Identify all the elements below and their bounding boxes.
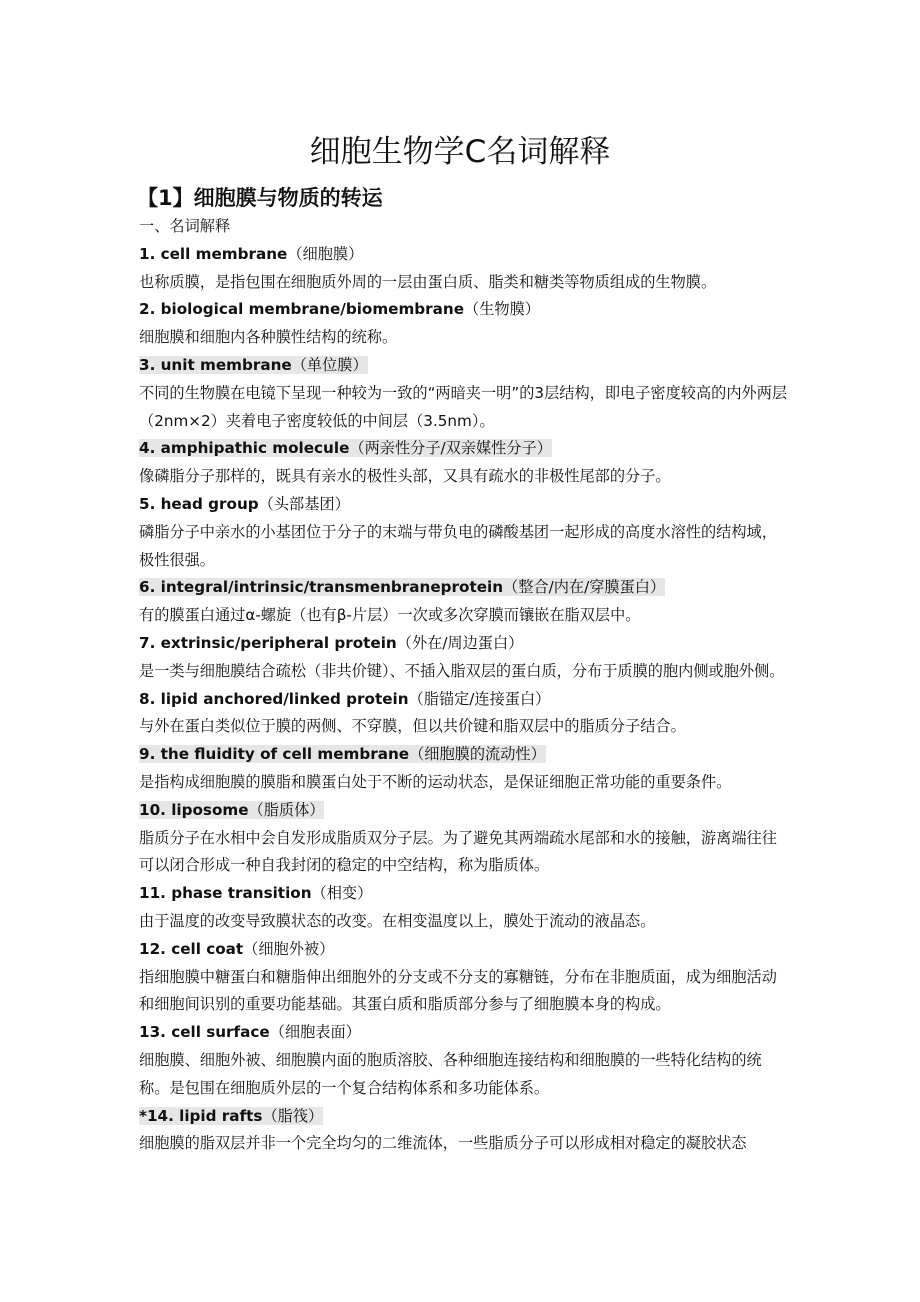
term-cn: （整合/内在/穿膜蛋白）	[503, 578, 666, 597]
term-en: 13. cell surface	[139, 1023, 270, 1042]
glossary-body	[139, 213, 789, 1158]
term-heading	[139, 884, 372, 902]
term-heading-highlighted	[139, 578, 665, 596]
term-cn: （细胞膜）	[287, 244, 364, 263]
term-cn: （两亲性分子/双亲媒性分子）	[349, 439, 552, 458]
glossary-entry-10	[139, 797, 789, 880]
term-definition: 是一类与细胞膜结合疏松（非共价键）、不插入脂双层的蛋白质，分布于质膜的胞内侧或胞外侧。	[139, 661, 785, 680]
glossary-entry-4	[139, 435, 789, 491]
term-heading	[139, 245, 363, 263]
term-en: 11. phase transition	[139, 884, 312, 903]
term-definition: 细胞膜的脂双层并非一个完全均匀的二维流体，一些脂质分子可以形成相对稳定的凝胶状态	[139, 1134, 747, 1153]
glossary-entry-12	[139, 936, 789, 1019]
term-en: 8. lipid anchored/linked protein	[139, 689, 409, 708]
term-heading-highlighted	[139, 356, 368, 374]
term-heading-highlighted	[139, 1107, 323, 1125]
term-definition: 像磷脂分子那样的，既具有亲水的极性头部，又具有疏水的非极性尾部的分子。	[139, 467, 671, 486]
term-cn: （相变）	[311, 884, 373, 903]
term-en: *14. lipid rafts	[139, 1106, 263, 1125]
term-en: 1. cell membrane	[139, 244, 288, 263]
term-heading	[139, 300, 540, 318]
glossary-entry-1	[139, 241, 789, 297]
term-definition: 有的膜蛋白通过α-螺旋（也有β-片层）一次或多次穿膜而镶嵌在脂双层中。	[139, 606, 641, 625]
glossary-entry-8	[139, 686, 789, 742]
term-cn: （细胞表面）	[269, 1023, 361, 1042]
term-definition: 也称质膜，是指包围在细胞质外周的一层由蛋白质、脂类和糖类等物质组成的生物膜。	[139, 272, 717, 291]
term-definition: 脂质分子在水相中会自发形成脂质双分子层。为了避免其两端疏水尾部和水的接触，游离端往往可以闭合形成一种自我封闭的稳定的中空结构，称为脂质体。	[139, 828, 777, 875]
term-en: 10. liposome	[139, 800, 249, 819]
term-en: 12. cell coat	[139, 939, 244, 958]
term-cn: （细胞膜的流动性）	[409, 745, 546, 764]
term-definition: 细胞膜和细胞内各种膜性结构的统称。	[139, 328, 398, 347]
glossary-entry-2	[139, 296, 789, 352]
term-heading	[139, 690, 550, 708]
glossary-entry-7	[139, 630, 789, 686]
term-definition: 细胞膜、细胞外被、细胞膜内面的胞质溶胶、各种细胞连接结构和细胞膜的一些特化结构的统称。是包围在细胞质外层的一个复合结构体系和多功能体系。	[139, 1050, 762, 1097]
term-cn: （生物膜）	[464, 300, 540, 319]
term-en: 3. unit membrane	[139, 355, 292, 374]
term-en: 5. head group	[139, 494, 259, 513]
term-cn: （脂质体）	[248, 800, 325, 819]
term-definition: 磷脂分子中亲水的小基团位于分子的末端与带负电的磷酸基团一起形成的高度水溶性的结构域，极性很强。	[139, 522, 777, 569]
glossary-entry-6	[139, 574, 789, 630]
term-cn: （脂锚定/连接蛋白）	[408, 689, 551, 708]
glossary-entry-14	[139, 1103, 789, 1159]
term-heading	[139, 940, 334, 958]
term-heading	[139, 495, 350, 513]
term-heading-highlighted	[139, 745, 546, 763]
term-cn: （单位膜）	[291, 355, 368, 374]
term-en: 4. amphipathic molecule	[139, 439, 350, 458]
term-en: 6. integral/intrinsic/transmenbraneprotein	[139, 578, 504, 597]
term-en: 7. extrinsic/peripheral protein	[139, 633, 397, 652]
glossary-entry-3	[139, 352, 789, 435]
term-heading	[139, 634, 523, 652]
section-title: 细胞膜与物质的转运	[193, 186, 383, 210]
term-heading-highlighted	[139, 801, 324, 819]
term-cn: （脂筏）	[262, 1106, 324, 1125]
term-en: 2. biological membrane/biomembrane	[139, 300, 465, 319]
term-definition: 与外在蛋白类似位于膜的两侧、不穿膜，但以共价键和脂双层中的脂质分子结合。	[139, 717, 686, 736]
term-definition: 是指构成细胞膜的膜脂和膜蛋白处于不断的运动状态，是保证细胞正常功能的重要条件。	[139, 772, 732, 791]
term-heading-highlighted	[139, 439, 552, 457]
glossary-entry-13	[139, 1019, 789, 1102]
glossary-entry-5	[139, 491, 789, 574]
term-definition: 指细胞膜中糖蛋白和糖脂伸出细胞外的分支或不分支的寡糖链，分布在非胞质面，成为细胞活动和细胞间识别的重要功能基础。其蛋白质和脂质部分参与了细胞膜本身的构成。	[139, 967, 777, 1014]
term-definition: 不同的生物膜在电镜下呈现一种较为一致的“两暗夹一明”的3层结构，即电子密度较高的内外两层（2nm×2）夹着电子密度较低的中间层（3.5nm）。	[139, 383, 788, 430]
glossary-subheading: 一、名词解释	[139, 217, 231, 235]
section-number: 【1】	[137, 186, 194, 210]
term-en: 9. the fluidity of cell membrane	[139, 745, 410, 764]
term-cn: （外在/周边蛋白）	[396, 633, 524, 652]
term-cn: （头部基团）	[258, 494, 350, 513]
term-heading	[139, 1023, 361, 1041]
glossary-entry-11	[139, 880, 789, 936]
term-cn: （细胞外被）	[243, 939, 335, 958]
glossary-entry-9	[139, 741, 789, 797]
document-title: 细胞生物学C名词解释	[309, 134, 611, 170]
term-definition: 由于温度的改变导致膜状态的改变。在相变温度以上，膜处于流动的液晶态。	[139, 911, 656, 930]
section-heading	[137, 181, 383, 215]
